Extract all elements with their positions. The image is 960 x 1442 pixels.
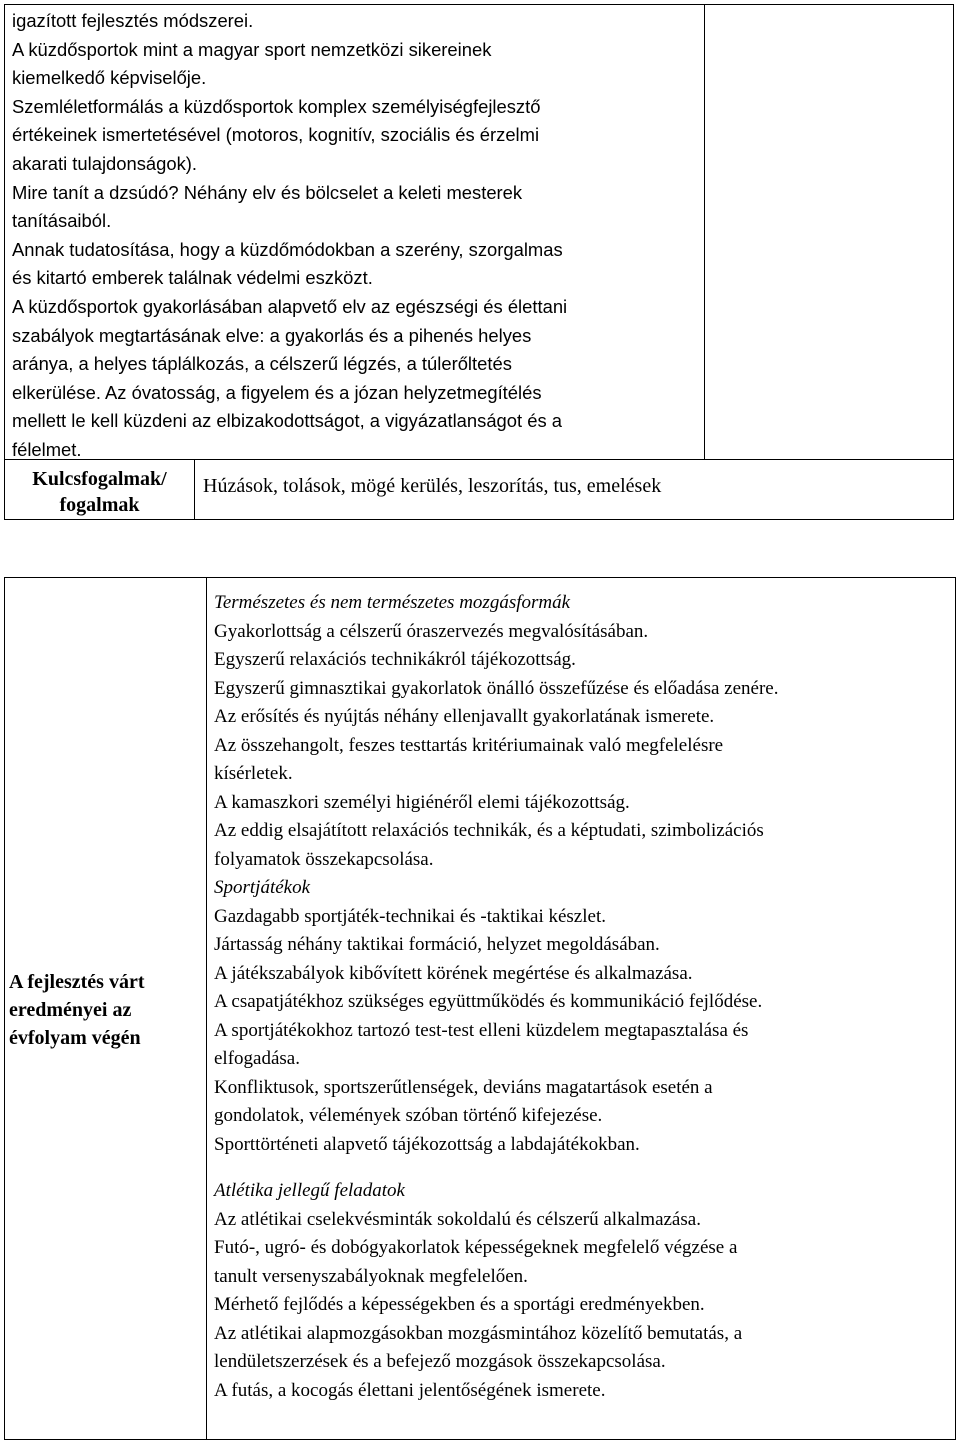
text-line: tanításaiból. (12, 210, 112, 232)
outcome-line: A kamaszkori személyi higiénéről elemi tájékozottság. (214, 791, 630, 813)
outcome-line: gondolatok, vélemények szóban történő kifejezése. (214, 1105, 603, 1126)
outcome-line: tanult versenyszabályoknak megfelelően. (214, 1265, 528, 1287)
outcome-line: Az erősítés és nyújtás néhány ellenjavallt gyakorlatának ismerete. (214, 706, 715, 727)
outcome-line: lendületszerzések és a befejező mozgások összekapcsolása. (214, 1351, 666, 1372)
outcomes-text (214, 589, 952, 1405)
description-text (12, 7, 702, 465)
outcome-line: Konfliktusok, sportszerűtlenségek, deviáns magatartások esetén a (214, 1076, 713, 1098)
section-title: Természetes és nem természetes mozgásformák (214, 592, 571, 613)
text-line: aránya, a helyes táplálkozás, a célszerű légzés, a túlerőltetés (12, 353, 512, 375)
outcome-line: Gyakorlottság a célszerű óraszervezés megvalósításában. (214, 620, 649, 642)
outcome-line: kísérletek. (214, 763, 293, 784)
keywords-label-line: Kulcsfogalmak/ (32, 468, 167, 490)
text-line: félelmet. (12, 438, 82, 460)
text-line: kiemelkedő képviselője. (12, 67, 207, 89)
text-line: elkerülése. Az óvatosság, a figyelem és a józan helyzetmegítélés (12, 381, 542, 403)
text-line: mellett le kell küzdeni az elbizakodottságot, a vigyázatlanságot és a (12, 410, 562, 432)
text-line: A küzdősportok gyakorlásában alapvető elv az egészségi és élettani (12, 295, 568, 317)
text-line: szabályok megtartásának elve: a gyakorlás és a pihenés helyes (12, 324, 532, 346)
text-line: Mire tanít a dzsúdó? Néhány elv és bölcselet a keleti mesterek (12, 181, 523, 203)
text-line: akarati tulajdonságok). (12, 152, 198, 174)
outcome-line: A futás, a kocogás élettani jelentőségének ismerete. (214, 1379, 606, 1401)
curriculum-table-top (4, 4, 954, 520)
outcome-line: A csapatjátékhoz szükséges együttműködés és kommunikáció fejlődése. (214, 991, 763, 1012)
outcome-line: elfogadása. (214, 1048, 300, 1069)
text-line: A küzdősportok mint a magyar sport nemzetközi sikereinek (12, 38, 492, 60)
keywords-label-line: fogalmak (59, 494, 140, 516)
keywords-value: Húzások, tolások, mögé kerülés, leszorítás, tus, emelések (203, 475, 662, 497)
outcome-line: Az atlétikai alapmozgásokban mozgásmintához közelítő bemutatás, a (214, 1322, 743, 1344)
outcome-line: Az eddig elsajátított relaxációs technikák, és a képtudati, szimbolizációs (214, 820, 764, 841)
empty-cell (705, 5, 953, 460)
outcome-line: Futó-, ugró- és dobógyakorlatok képességeknek megfelelő végzése a (214, 1237, 738, 1258)
outcome-line: Jártasság néhány taktikai formáció, helyzet megoldásában. (214, 934, 660, 955)
outcome-line: A játékszabályok kibővített körének megértése és alkalmazása. (214, 962, 693, 984)
curriculum-table-bottom (4, 577, 956, 1440)
text-line: értékeinek ismertetésével (motoros, kognitív, szociális és érzelmi (12, 124, 540, 146)
text-line: Annak tudatosítása, hogy a küzdőmódokban a szerény, szorgalmas (12, 238, 563, 260)
outcome-line: Egyszerű gimnasztikai gyakorlatok önálló összefűzése és előadása zenére. (214, 677, 779, 699)
outcome-line: Sporttörténeti alapvető tájékozottság a labdajátékokban. (214, 1133, 640, 1155)
outcomes-label: A fejlesztés várt eredményei az évfolyam végén (9, 971, 145, 1049)
outcome-line: folyamatok összekapcsolása. (214, 848, 434, 870)
description-cell (5, 5, 705, 460)
text-line: és kitartó emberek találnak védelmi eszközt. (12, 267, 373, 289)
outcome-line: Egyszerű relaxációs technikákról tájékozottság. (214, 649, 576, 670)
outcome-line: Gazdagabb sportjáték-technikai és -taktikai készlet. (214, 905, 606, 927)
section-title: Atlétika jellegű feladatok (214, 1180, 405, 1201)
outcome-line: Mérhető fejlődés a képességekben és a sportági eredményekben. (214, 1294, 705, 1315)
section-title: Sportjátékok (214, 877, 311, 898)
text-line: Szemléletformálás a küzdősportok komplex személyiségfejlesztő (12, 95, 541, 117)
outcome-line: A sportjátékokhoz tartozó test-test elleni küzdelem megtapasztalása és (214, 1019, 749, 1041)
text-line: igazított fejlesztés módszerei. (12, 10, 254, 31)
outcome-line: Az atlétikai cselekvésminták sokoldalú és célszerű alkalmazása. (214, 1208, 701, 1230)
spacer (214, 1159, 952, 1177)
keywords-label (5, 460, 195, 520)
outcomes-label-cell (5, 578, 207, 1439)
outcome-line: Az összehangolt, feszes testtartás kritériumainak való megfelelésre (214, 734, 724, 756)
